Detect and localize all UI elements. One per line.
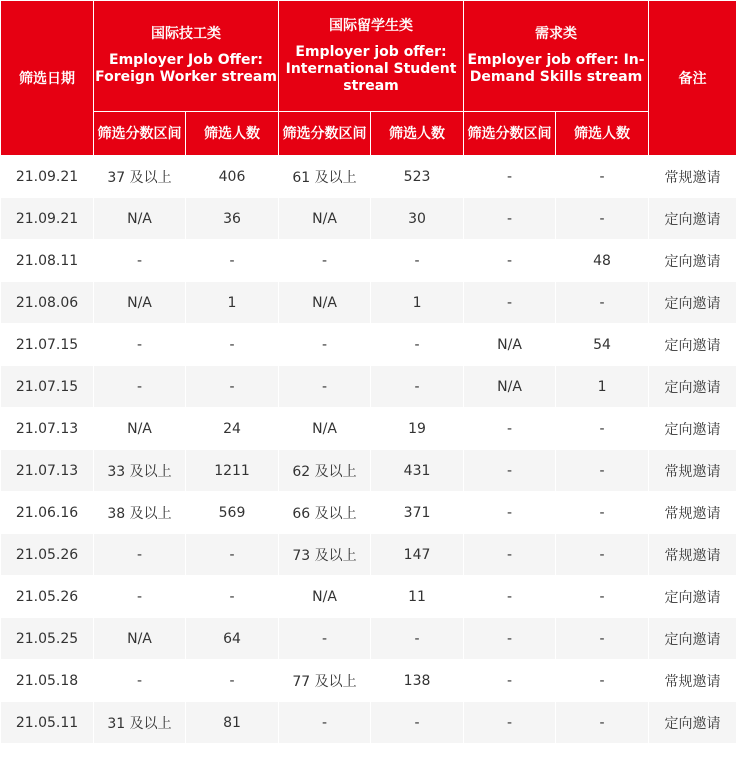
cell-note: 常规邀请 xyxy=(649,450,736,492)
cell-is-count: - xyxy=(371,366,464,408)
header-group-foreign-worker xyxy=(94,1,279,112)
cell-fw-score: - xyxy=(94,534,186,576)
cell-fw-score: - xyxy=(94,660,186,702)
cell-note: 定向邀请 xyxy=(649,282,736,324)
table-row xyxy=(1,450,736,492)
cell-is-score: - xyxy=(279,618,371,660)
cell-fw-score: 38 及以上 xyxy=(94,492,186,534)
header-note: 备注 xyxy=(649,1,736,156)
cell-date: 21.05.26 xyxy=(1,534,94,576)
table-row xyxy=(1,534,736,576)
cell-is-count: - xyxy=(371,702,464,744)
cell-is-count: 523 xyxy=(371,156,464,198)
table-row xyxy=(1,324,736,366)
cell-fw-count: 36 xyxy=(186,198,279,240)
header-count: 筛选人数 xyxy=(556,112,649,156)
cell-fw-score: - xyxy=(94,324,186,366)
cell-ids-count: - xyxy=(556,492,649,534)
table-row xyxy=(1,156,736,198)
cell-is-count: - xyxy=(371,324,464,366)
cell-ids-score: - xyxy=(464,198,556,240)
cell-is-score: N/A xyxy=(279,282,371,324)
cell-ids-score: - xyxy=(464,576,556,618)
cell-fw-count: - xyxy=(186,576,279,618)
cell-is-score: - xyxy=(279,324,371,366)
group-title-cn: 国际技工类 xyxy=(151,26,221,42)
cell-note: 定向邀请 xyxy=(649,366,736,408)
cell-date: 21.08.06 xyxy=(1,282,94,324)
cell-is-count: 147 xyxy=(371,534,464,576)
table-row xyxy=(1,282,736,324)
cell-is-count: 30 xyxy=(371,198,464,240)
group-title-cn: 国际留学生类 xyxy=(329,17,414,34)
cell-note: 定向邀请 xyxy=(649,324,736,366)
table-row xyxy=(1,198,736,240)
table-row xyxy=(1,408,736,450)
cell-note: 常规邀请 xyxy=(649,156,736,198)
cell-date: 21.05.26 xyxy=(1,576,94,618)
cell-note: 常规邀请 xyxy=(649,534,736,576)
cell-ids-score: - xyxy=(464,534,556,576)
cell-date: 21.07.15 xyxy=(1,324,94,366)
header-score-range: 筛选分数区间 xyxy=(94,112,186,156)
cell-ids-score: - xyxy=(464,282,556,324)
table-row xyxy=(1,492,736,534)
group-title-en: Employer job offer: In-Demand Skills stream xyxy=(467,52,645,85)
table-row xyxy=(1,618,736,660)
table-body xyxy=(1,156,736,744)
cell-fw-score: - xyxy=(94,366,186,408)
cell-fw-count: - xyxy=(186,534,279,576)
cell-ids-count: - xyxy=(556,702,649,744)
cell-ids-score: - xyxy=(464,408,556,450)
header-row-groups xyxy=(1,1,736,112)
cell-is-count: 371 xyxy=(371,492,464,534)
cell-fw-count: 24 xyxy=(186,408,279,450)
header-score-range: 筛选分数区间 xyxy=(464,112,556,156)
cell-is-score: 62 及以上 xyxy=(279,450,371,492)
cell-is-score: 61 及以上 xyxy=(279,156,371,198)
cell-ids-count: - xyxy=(556,282,649,324)
cell-ids-score: N/A xyxy=(464,324,556,366)
cell-ids-count: - xyxy=(556,660,649,702)
group-title-en: Employer job offer: International Student stream xyxy=(285,43,457,94)
cell-fw-score: N/A xyxy=(94,282,186,324)
cell-date: 21.07.15 xyxy=(1,366,94,408)
cell-fw-count: - xyxy=(186,240,279,282)
cell-ids-count: 48 xyxy=(556,240,649,282)
cell-is-count: - xyxy=(371,618,464,660)
cell-is-count: 19 xyxy=(371,408,464,450)
cell-ids-count: - xyxy=(556,408,649,450)
cell-is-score: 66 及以上 xyxy=(279,492,371,534)
cell-fw-score: 33 及以上 xyxy=(94,450,186,492)
table-row xyxy=(1,702,736,744)
cell-date: 21.07.13 xyxy=(1,450,94,492)
cell-fw-count: - xyxy=(186,324,279,366)
cell-is-score: - xyxy=(279,366,371,408)
cell-date: 21.05.18 xyxy=(1,660,94,702)
group-title-cn: 需求类 xyxy=(535,26,578,42)
cell-ids-count: - xyxy=(556,618,649,660)
header-count: 筛选人数 xyxy=(186,112,279,156)
table-row xyxy=(1,660,736,702)
cell-fw-score: 37 及以上 xyxy=(94,156,186,198)
cell-note: 定向邀请 xyxy=(649,618,736,660)
cell-date: 21.09.21 xyxy=(1,156,94,198)
cell-fw-count: 81 xyxy=(186,702,279,744)
cell-fw-count: 406 xyxy=(186,156,279,198)
cell-note: 定向邀请 xyxy=(649,702,736,744)
cell-is-score: 73 及以上 xyxy=(279,534,371,576)
cell-ids-score: - xyxy=(464,660,556,702)
cell-fw-score: N/A xyxy=(94,618,186,660)
cell-is-count: - xyxy=(371,240,464,282)
header-row-sub xyxy=(1,112,736,156)
table-row xyxy=(1,240,736,282)
cell-fw-count: - xyxy=(186,366,279,408)
cell-fw-score: - xyxy=(94,240,186,282)
cell-fw-score: N/A xyxy=(94,198,186,240)
cell-ids-count: - xyxy=(556,576,649,618)
cell-note: 常规邀请 xyxy=(649,660,736,702)
table-row xyxy=(1,366,736,408)
header-score-range: 筛选分数区间 xyxy=(279,112,371,156)
cell-is-count: 138 xyxy=(371,660,464,702)
cell-ids-score: - xyxy=(464,618,556,660)
cell-note: 定向邀请 xyxy=(649,198,736,240)
table-row xyxy=(1,576,736,618)
cell-date: 21.09.21 xyxy=(1,198,94,240)
cell-date: 21.07.13 xyxy=(1,408,94,450)
group-title-en: Employer Job Offer: Foreign Worker stream xyxy=(95,52,277,85)
cell-ids-count: - xyxy=(556,156,649,198)
cell-fw-score: N/A xyxy=(94,408,186,450)
cell-fw-count: 1 xyxy=(186,282,279,324)
cell-date: 21.06.16 xyxy=(1,492,94,534)
cell-ids-score: - xyxy=(464,702,556,744)
cell-fw-count: - xyxy=(186,660,279,702)
cell-date: 21.05.11 xyxy=(1,702,94,744)
cell-ids-score: - xyxy=(464,492,556,534)
cell-is-count: 11 xyxy=(371,576,464,618)
header-date: 筛选日期 xyxy=(1,1,94,156)
cell-ids-count: 54 xyxy=(556,324,649,366)
cell-fw-count: 569 xyxy=(186,492,279,534)
cell-ids-score: - xyxy=(464,450,556,492)
cell-ids-score: N/A xyxy=(464,366,556,408)
cell-is-score: N/A xyxy=(279,576,371,618)
cell-is-count: 431 xyxy=(371,450,464,492)
cell-ids-count: - xyxy=(556,450,649,492)
cell-ids-count: - xyxy=(556,198,649,240)
cell-note: 常规邀请 xyxy=(649,492,736,534)
cell-fw-count: 64 xyxy=(186,618,279,660)
cell-ids-score: - xyxy=(464,240,556,282)
cell-note: 定向邀请 xyxy=(649,408,736,450)
cell-ids-count: - xyxy=(556,534,649,576)
header-count: 筛选人数 xyxy=(371,112,464,156)
header-group-international-student xyxy=(279,1,464,112)
cell-is-score: - xyxy=(279,240,371,282)
cell-fw-score: - xyxy=(94,576,186,618)
cell-note: 定向邀请 xyxy=(649,240,736,282)
header-group-in-demand xyxy=(464,1,649,112)
cell-is-score: 77 及以上 xyxy=(279,660,371,702)
cell-fw-score: 31 及以上 xyxy=(94,702,186,744)
cell-is-score: N/A xyxy=(279,198,371,240)
cell-date: 21.05.25 xyxy=(1,618,94,660)
cell-is-score: - xyxy=(279,702,371,744)
cell-is-count: 1 xyxy=(371,282,464,324)
cell-ids-count: 1 xyxy=(556,366,649,408)
cell-note: 定向邀请 xyxy=(649,576,736,618)
cell-fw-count: 1211 xyxy=(186,450,279,492)
cell-ids-score: - xyxy=(464,156,556,198)
cell-date: 21.08.11 xyxy=(1,240,94,282)
cell-is-score: N/A xyxy=(279,408,371,450)
